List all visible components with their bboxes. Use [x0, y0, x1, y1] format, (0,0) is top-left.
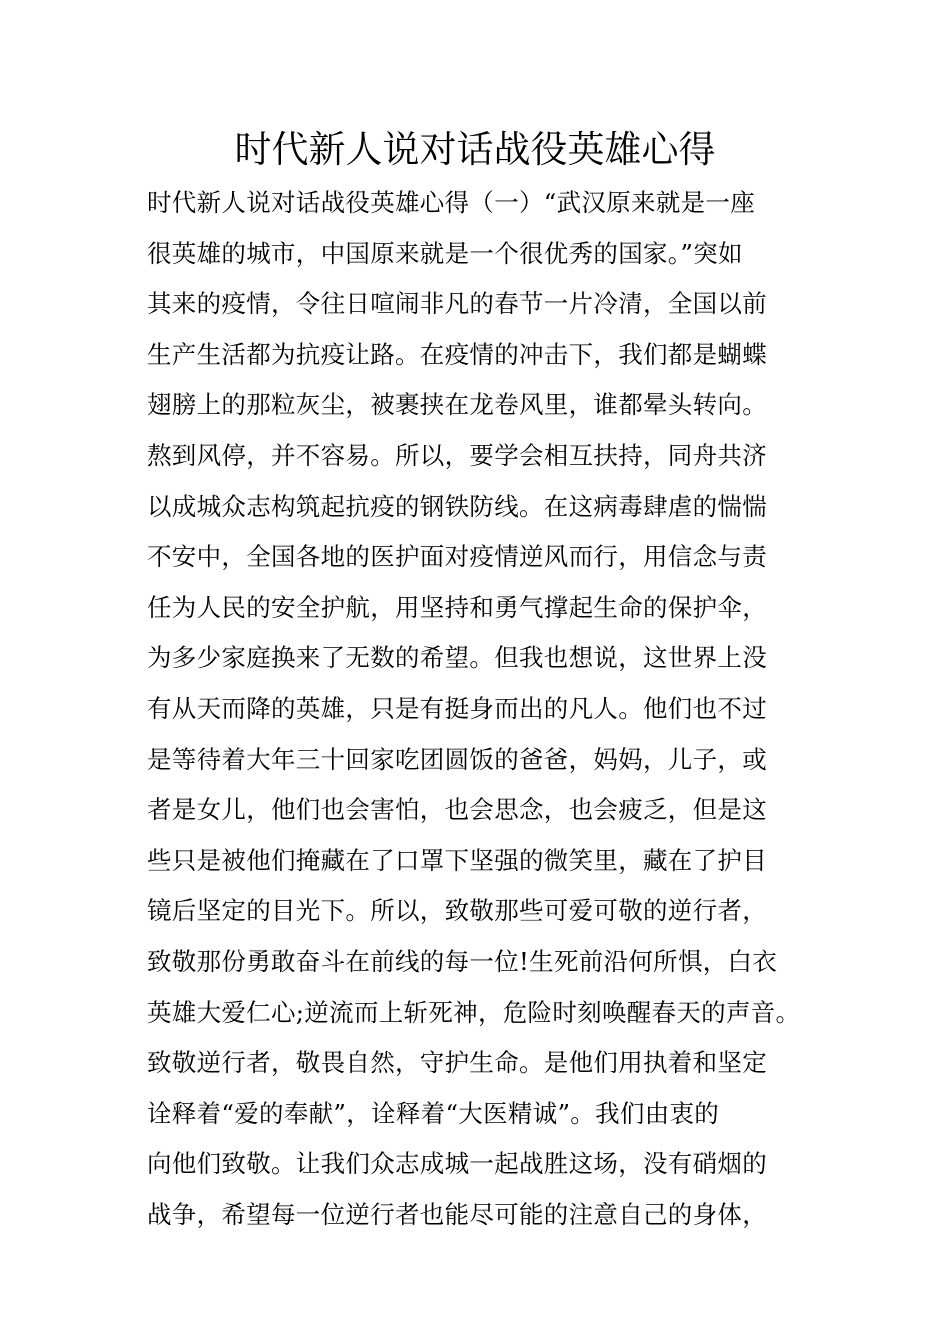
body-line: 以成城众志构筑起抗疫的钢铁防线。在这病毒肆虐的惴惴	[147, 491, 767, 521]
body-line: 很英雄的城市，中国原来就是一个很优秀的国家。”突如	[147, 238, 743, 268]
body-line: 诠释着“爱的奉献”，诠释着“大医精诚”。我们由衷的	[147, 1098, 720, 1128]
body-line: 任为人民的安全护航，用坚持和勇气撑起生命的保护伞，	[147, 592, 767, 622]
body-line: 有从天而降的英雄，只是有挺身而出的凡人。他们也不过	[147, 693, 767, 723]
body-line: 镜后坚定的目光下。所以，致敬那些可爱可敬的逆行者，	[147, 896, 767, 926]
document-title: 时代新人说对话战役英雄心得	[234, 128, 716, 171]
body-line: 致敬那份勇敢奋斗在前线的每一位!生死前沿何所惧，白衣	[147, 946, 778, 976]
body-line: 致敬逆行者，敬畏自然，守护生命。是他们用执着和坚定	[147, 1048, 767, 1078]
body-line: 向他们致敬。让我们众志成城一起战胜这场，没有硝烟的	[147, 1149, 767, 1179]
body-line: 战争，希望每一位逆行者也能尽可能的注意自己的身体，	[147, 1199, 767, 1229]
body-line: 时代新人说对话战役英雄心得（一）“武汉原来就是一座	[147, 188, 756, 217]
body-line: 其来的疫情，令往日喧闹非凡的春节一片冷清，全国以前	[147, 289, 767, 319]
document-body	[147, 178, 867, 1240]
body-line: 者是女儿，他们也会害怕，也会思念，也会疲乏，但是这	[147, 795, 767, 825]
body-line: 不安中，全国各地的医护面对疫情逆风而行，用信念与责	[147, 542, 767, 572]
body-line: 些只是被他们掩藏在了口罩下坚强的微笑里，藏在了护目	[147, 845, 767, 875]
body-line: 熬到风停，并不容易。所以，要学会相互扶持，同舟共济	[147, 440, 767, 470]
body-line: 为多少家庭换来了无数的希望。但我也想说，这世界上没	[147, 643, 767, 673]
body-line: 翅膀上的那粒灰尘，被裹挟在龙卷风里，谁都晕头转向。	[147, 390, 767, 420]
body-line: 是等待着大年三十回家吃团圆饭的爸爸，妈妈，儿子，或	[147, 744, 767, 774]
body-line: 生产生活都为抗疫让路。在疫情的冲击下，我们都是蝴蝶	[147, 339, 767, 369]
body-line: 英雄大爱仁心;逆流而上斩死神，危险时刻唤醒春天的声音。	[147, 997, 801, 1027]
